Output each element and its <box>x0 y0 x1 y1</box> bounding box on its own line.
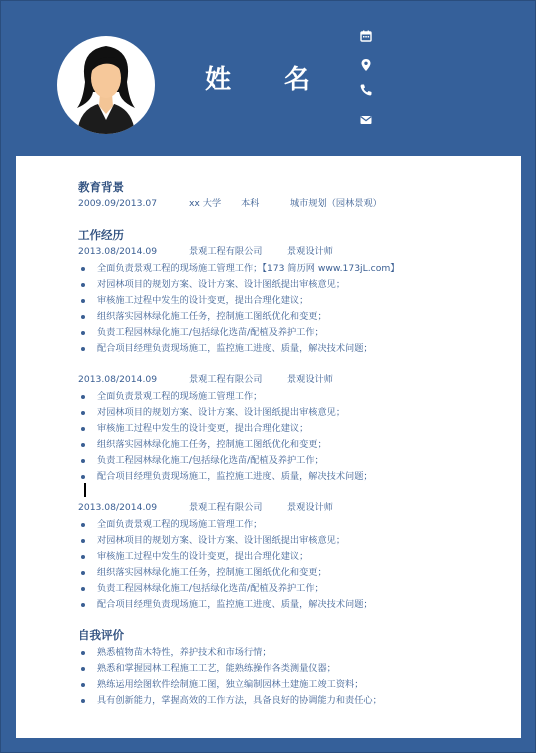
job-company: 景观工程有限公司 <box>189 374 263 385</box>
education-school: xx 大学 <box>189 198 222 209</box>
duty-item: 组织落实园林绿化施工任务，控制施工图纸优化和变更； <box>78 565 373 581</box>
duty-item: 对园林项目的规划方案、设计方案、设计图纸提出审核意见； <box>78 533 373 549</box>
self-eval-item: 熟悉植物苗木特性，养护技术和市场行情； <box>78 645 382 661</box>
education-major: 城市规划（园林景观） <box>290 198 382 209</box>
self-eval-item: 熟悉和掌握园林工程施工工艺，能熟练操作各类测量仪器； <box>78 661 382 677</box>
duty-item: 审核施工过程中发生的设计变更，提出合理化建议； <box>78 293 399 309</box>
self-eval-list <box>78 645 382 709</box>
job-company: 景观工程有限公司 <box>189 246 263 257</box>
job-period: 2013.08/2014.09 <box>78 502 158 513</box>
candidate-name: 姓 名 <box>205 65 333 95</box>
duty-item: 全面负责景观工程的现场施工管理工作； <box>78 517 373 533</box>
job-duties <box>78 517 373 613</box>
education-title: 教育背景 <box>78 180 124 194</box>
duty-item: 全面负责景观工程的现场施工管理工作； <box>78 389 373 405</box>
duty-item: 配合项目经理负责现场施工，监控施工进度、质量，解决技术问题； <box>78 341 399 357</box>
duty-item: 组织落实园林绿化施工任务，控制施工图纸优化和变更； <box>78 309 399 325</box>
self-eval-item: 熟练运用绘图软件绘制施工图，独立编制园林土建施工竣工资料； <box>78 677 382 693</box>
job-position: 景观设计师 <box>287 246 333 257</box>
education-degree: 本科 <box>241 198 260 209</box>
duty-item: 审核施工过程中发生的设计变更，提出合理化建议； <box>78 421 373 437</box>
education-period: 2009.09/2013.07 <box>78 198 158 209</box>
work-title: 工作经历 <box>78 228 124 242</box>
education-row <box>78 198 382 210</box>
self-eval-item: 具有创新能力，掌握高效的工作方法，具备良好的协调能力和责任心； <box>78 693 382 709</box>
job-position: 景观设计师 <box>287 374 333 385</box>
job-row <box>78 502 333 514</box>
job-duties <box>78 261 399 357</box>
self-eval-title: 自我评价 <box>78 628 124 642</box>
job-position: 景观设计师 <box>287 502 333 513</box>
duty-item: 对园林项目的规划方案、设计方案、设计图纸提出审核意见； <box>78 405 373 421</box>
job-row <box>78 374 333 386</box>
job-duties <box>78 389 373 485</box>
female-avatar-icon <box>57 36 155 134</box>
job-period: 2013.08/2014.09 <box>78 374 158 385</box>
resume-header <box>0 0 536 156</box>
duty-item: 组织落实园林绿化施工任务，控制施工图纸优化和变更； <box>78 437 373 453</box>
duty-item: 对园林项目的规划方案、设计方案、设计图纸提出审核意见； <box>78 277 399 293</box>
mail-icon <box>359 113 373 127</box>
duty-item: 配合项目经理负责现场施工，监控施工进度、质量，解决技术问题； <box>78 597 373 613</box>
duty-item: 负责工程园林绿化施工/包括绿化选苗/配植及养护工作； <box>78 581 373 597</box>
duty-item: 负责工程园林绿化施工/包括绿化选苗/配植及养护工作； <box>78 453 373 469</box>
text-cursor <box>84 483 86 497</box>
job-period: 2013.08/2014.09 <box>78 246 158 257</box>
location-icon <box>359 58 373 72</box>
duty-item: 负责工程园林绿化施工/包括绿化选苗/配植及养护工作； <box>78 325 399 341</box>
duty-item: 配合项目经理负责现场施工，监控施工进度、质量，解决技术问题； <box>78 469 373 485</box>
calendar-icon <box>359 29 373 43</box>
job-row <box>78 246 333 258</box>
avatar <box>57 36 155 134</box>
duty-item: 全面负责景观工程的现场施工管理工作；【173 简历网 www.173jL.com】 <box>78 261 399 277</box>
job-company: 景观工程有限公司 <box>189 502 263 513</box>
duty-item: 审核施工过程中发生的设计变更，提出合理化建议； <box>78 549 373 565</box>
phone-icon <box>359 83 373 97</box>
